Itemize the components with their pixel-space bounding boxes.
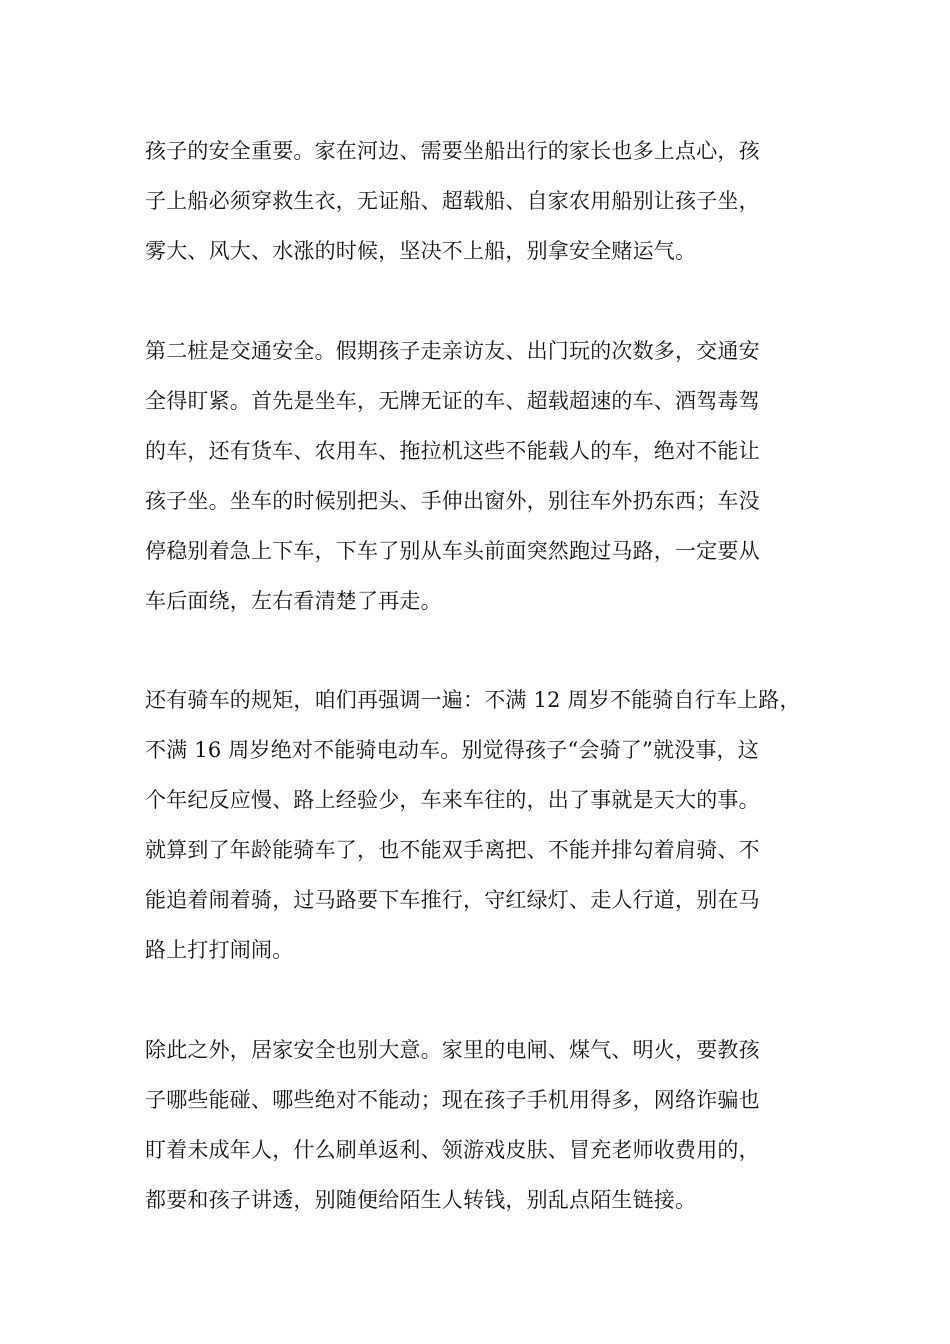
text-line: 除此之外，居家安全也别大意。家里的电闸、煤气、明火，要教孩 bbox=[145, 1038, 760, 1062]
text-line: 雾大、风大、水涨的时候，坚决不上船，别拿安全赌运气。 bbox=[145, 239, 697, 263]
text-line: 路上打打闹闹。 bbox=[145, 938, 294, 962]
text-line: 子哪些能碰、哪些绝对不能动；现在孩子手机用得多，网络诈骗也 bbox=[145, 1088, 760, 1112]
text-line: 还有骑车的规矩，咱们再强调一遍：不满 12 周岁不能骑自行车上路， bbox=[145, 688, 801, 712]
text-line: 孩子坐。坐车的时候别把头、手伸出窗外，别往车外扔东西；车没 bbox=[145, 489, 760, 513]
text-line: 孩子的安全重要。家在河边、需要坐船出行的家长也多上点心，孩 bbox=[145, 139, 760, 163]
text-line: 能追着闹着骑，过马路要下车推行，守红绿灯、走人行道，别在马 bbox=[145, 888, 760, 912]
text-line: 全得盯紧。首先是坐车，无牌无证的车、超载超速的车、酒驾毒驾 bbox=[145, 389, 760, 413]
text-line: 的车，还有货车、农用车、拖拉机这些不能载人的车，绝对不能让 bbox=[145, 439, 760, 463]
text-line: 不满 16 周岁绝对不能骑电动车。别觉得孩子“会骑了”就没事，这 bbox=[145, 738, 759, 762]
text-line: 个年纪反应慢、路上经验少，车来车往的，出了事就是天大的事。 bbox=[145, 788, 760, 812]
text-line: 就算到了年龄能骑车了，也不能双手离把、不能并排勾着肩骑、不 bbox=[145, 838, 760, 862]
text-line: 都要和孩子讲透，别随便给陌生人转钱，别乱点陌生链接。 bbox=[145, 1188, 697, 1212]
text-line: 子上船必须穿救生衣，无证船、超载船、自家农用船别让孩子坐， bbox=[145, 189, 760, 213]
text-line: 车后面绕，左右看清楚了再走。 bbox=[145, 589, 442, 613]
text-line: 停稳别着急上下车，下车了别从车头前面突然跑过马路，一定要从 bbox=[145, 539, 760, 563]
paragraph-boat-safety bbox=[145, 126, 835, 276]
text-line: 第二桩是交通安全。假期孩子走亲访友、出门玩的次数多，交通安 bbox=[145, 339, 760, 363]
paragraph-traffic-safety bbox=[145, 326, 835, 626]
paragraph-cycling-rules bbox=[145, 675, 835, 975]
paragraph-home-safety bbox=[145, 1025, 835, 1225]
text-line: 盯着未成年人，什么刷单返利、领游戏皮肤、冒充老师收费用的， bbox=[145, 1138, 760, 1162]
